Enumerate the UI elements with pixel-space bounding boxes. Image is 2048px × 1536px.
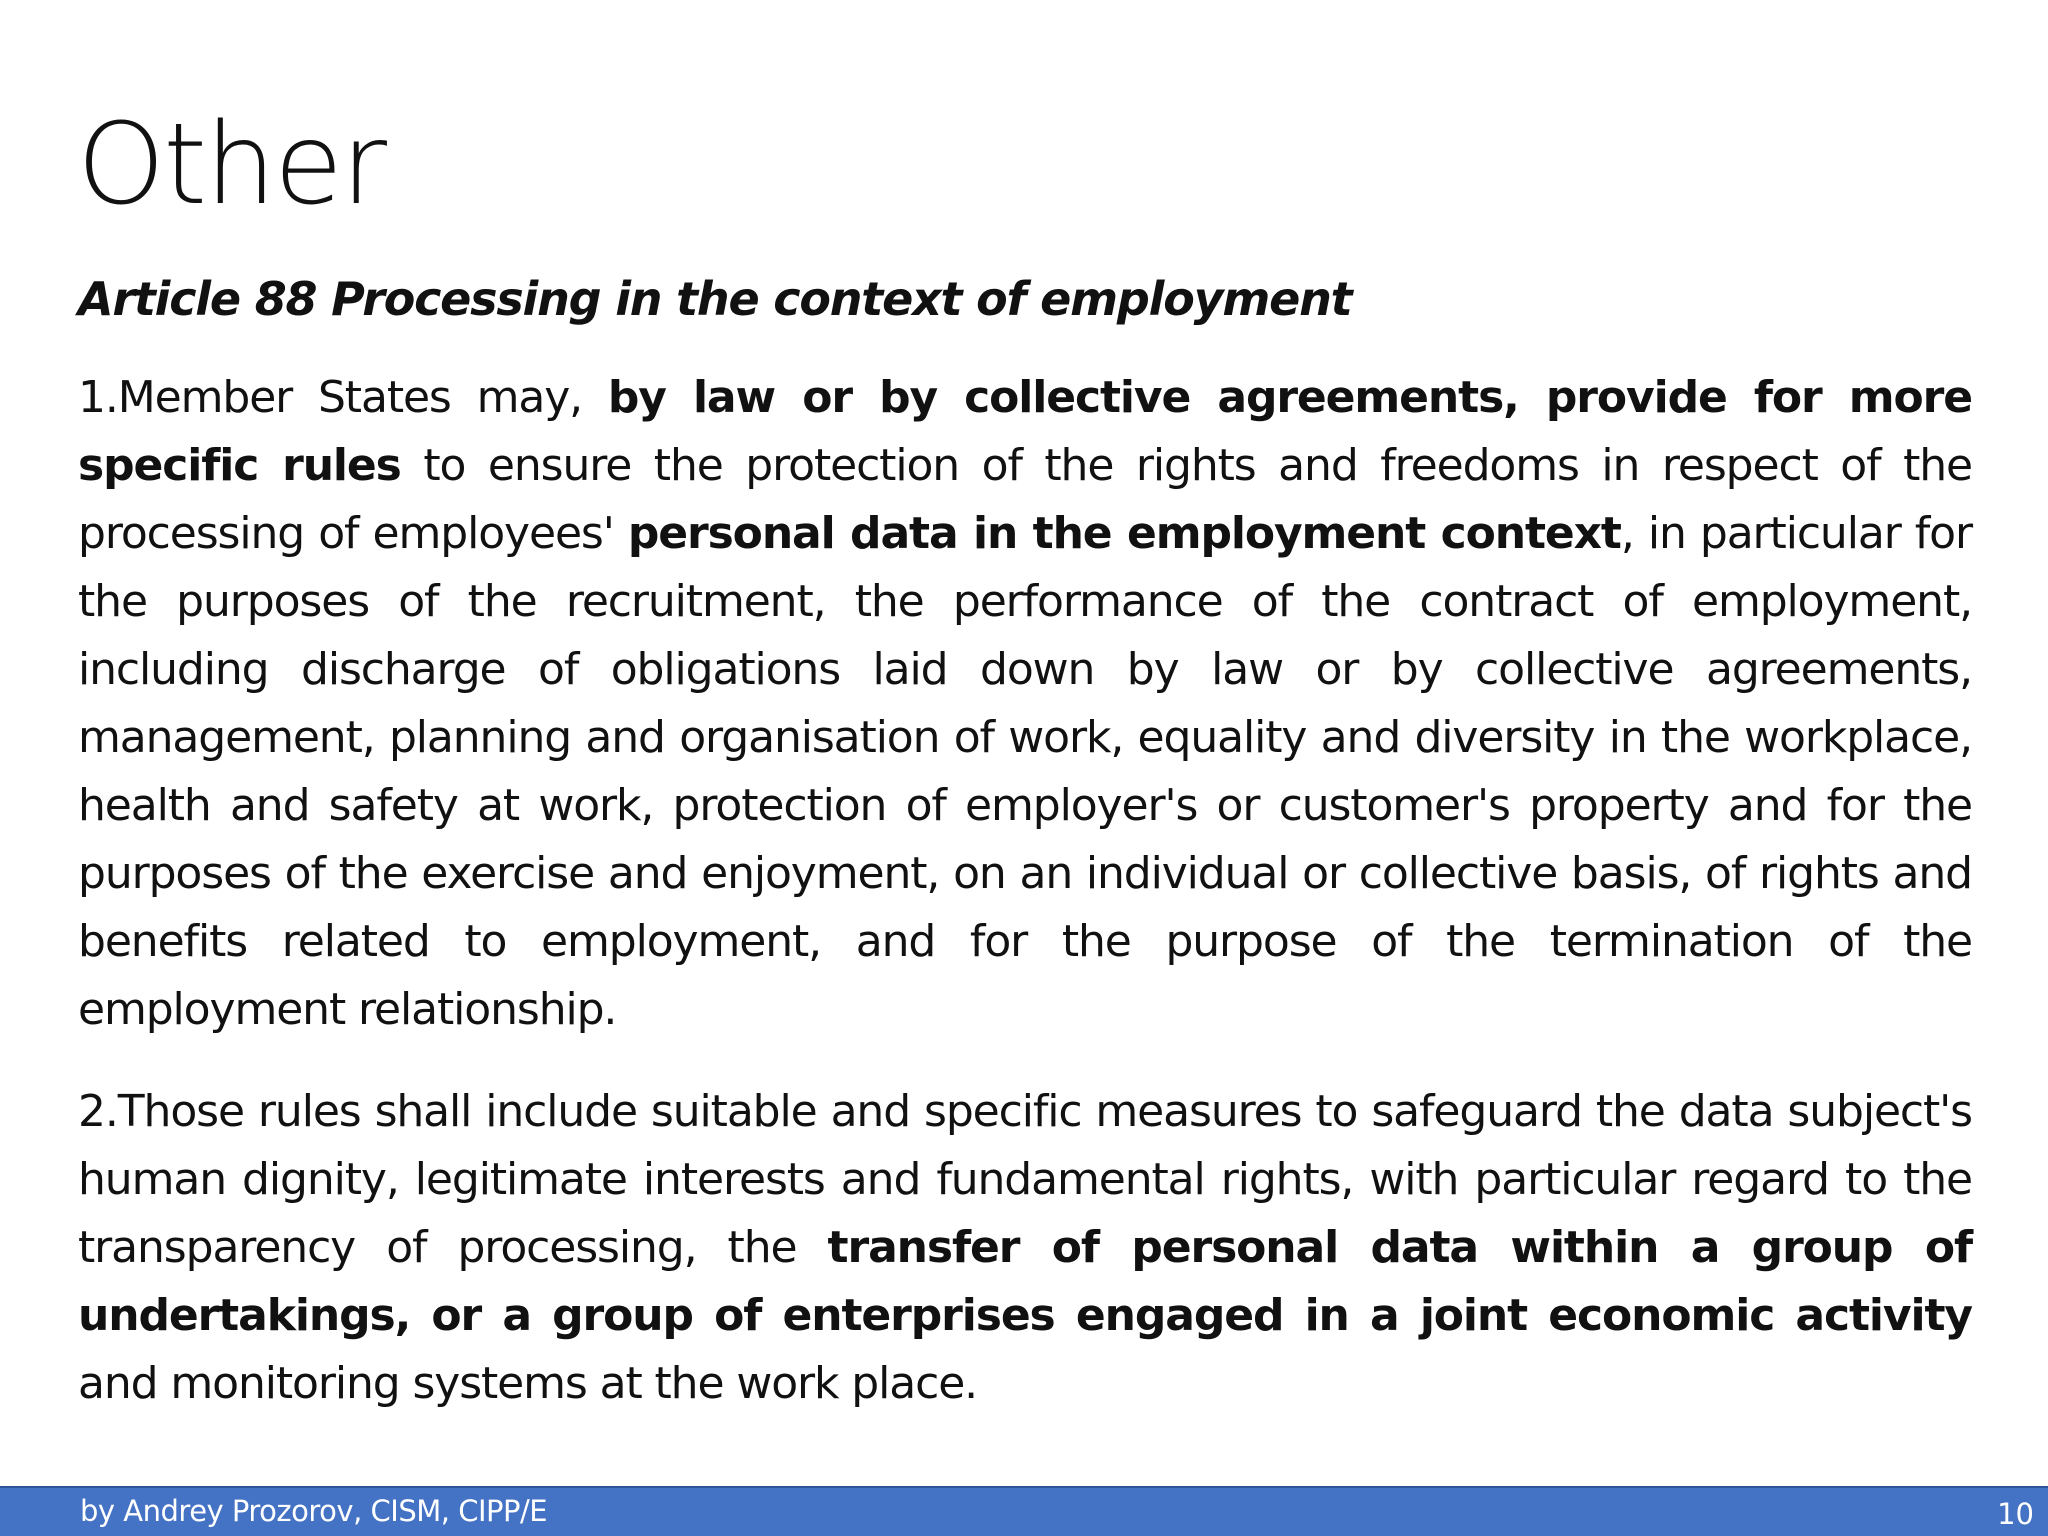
paragraph-2-text-2: and monitoring systems at the work place. [78, 1358, 978, 1409]
paragraph-2 [78, 1078, 1972, 1418]
slide-content [78, 268, 1972, 1452]
paragraph-2-text-1: 2.Those rules shall include suitable and specific measures to safeguard the data subject's human dignity, legitimate interests and fundamental rights, with particular regard to the transparency of processing, the [78, 1086, 1972, 1273]
paragraph-2-bold-1: transfer of personal data within a group of undertakings, or a group of enterprises engaged in a joint economic activity [78, 1222, 1973, 1341]
article-heading: Article 88 Processing in the context of employment [78, 272, 1352, 326]
footer-bar [0, 1486, 2048, 1536]
page-number: 10 [1997, 1497, 2034, 1531]
paragraph-1-bold-1: by law or by collective agreements, provide for more specific rules [78, 372, 1972, 491]
paragraph-1 [78, 364, 1972, 1044]
paragraph-1-text-3: , in particular for the purposes of the recruitment, the performance of the contract of employment, including discharge of obligations laid down by law or by collective agreements, management, planning and organisation of work, equality and diversity in the workplace, health and safety at work, protection of employer's or customer's property and for the purposes of the exercise and enjoyment, on an individual or collective basis, of rights and benefits related to employment, and for the purpose of the termination of the employment relationship. [78, 508, 1972, 1035]
paragraph-1-text-2: to ensure the protection of the rights and freedoms in respect of the processing of employees' [78, 440, 1972, 559]
paragraph-1-text-1: 1.Member States may, [78, 372, 608, 423]
footer-author: by Andrey Prozorov, CISM, CIPP/E [80, 1494, 548, 1528]
paragraph-1-bold-2: personal data in the employment context [627, 508, 1621, 559]
slide-title: Other [77, 100, 386, 230]
